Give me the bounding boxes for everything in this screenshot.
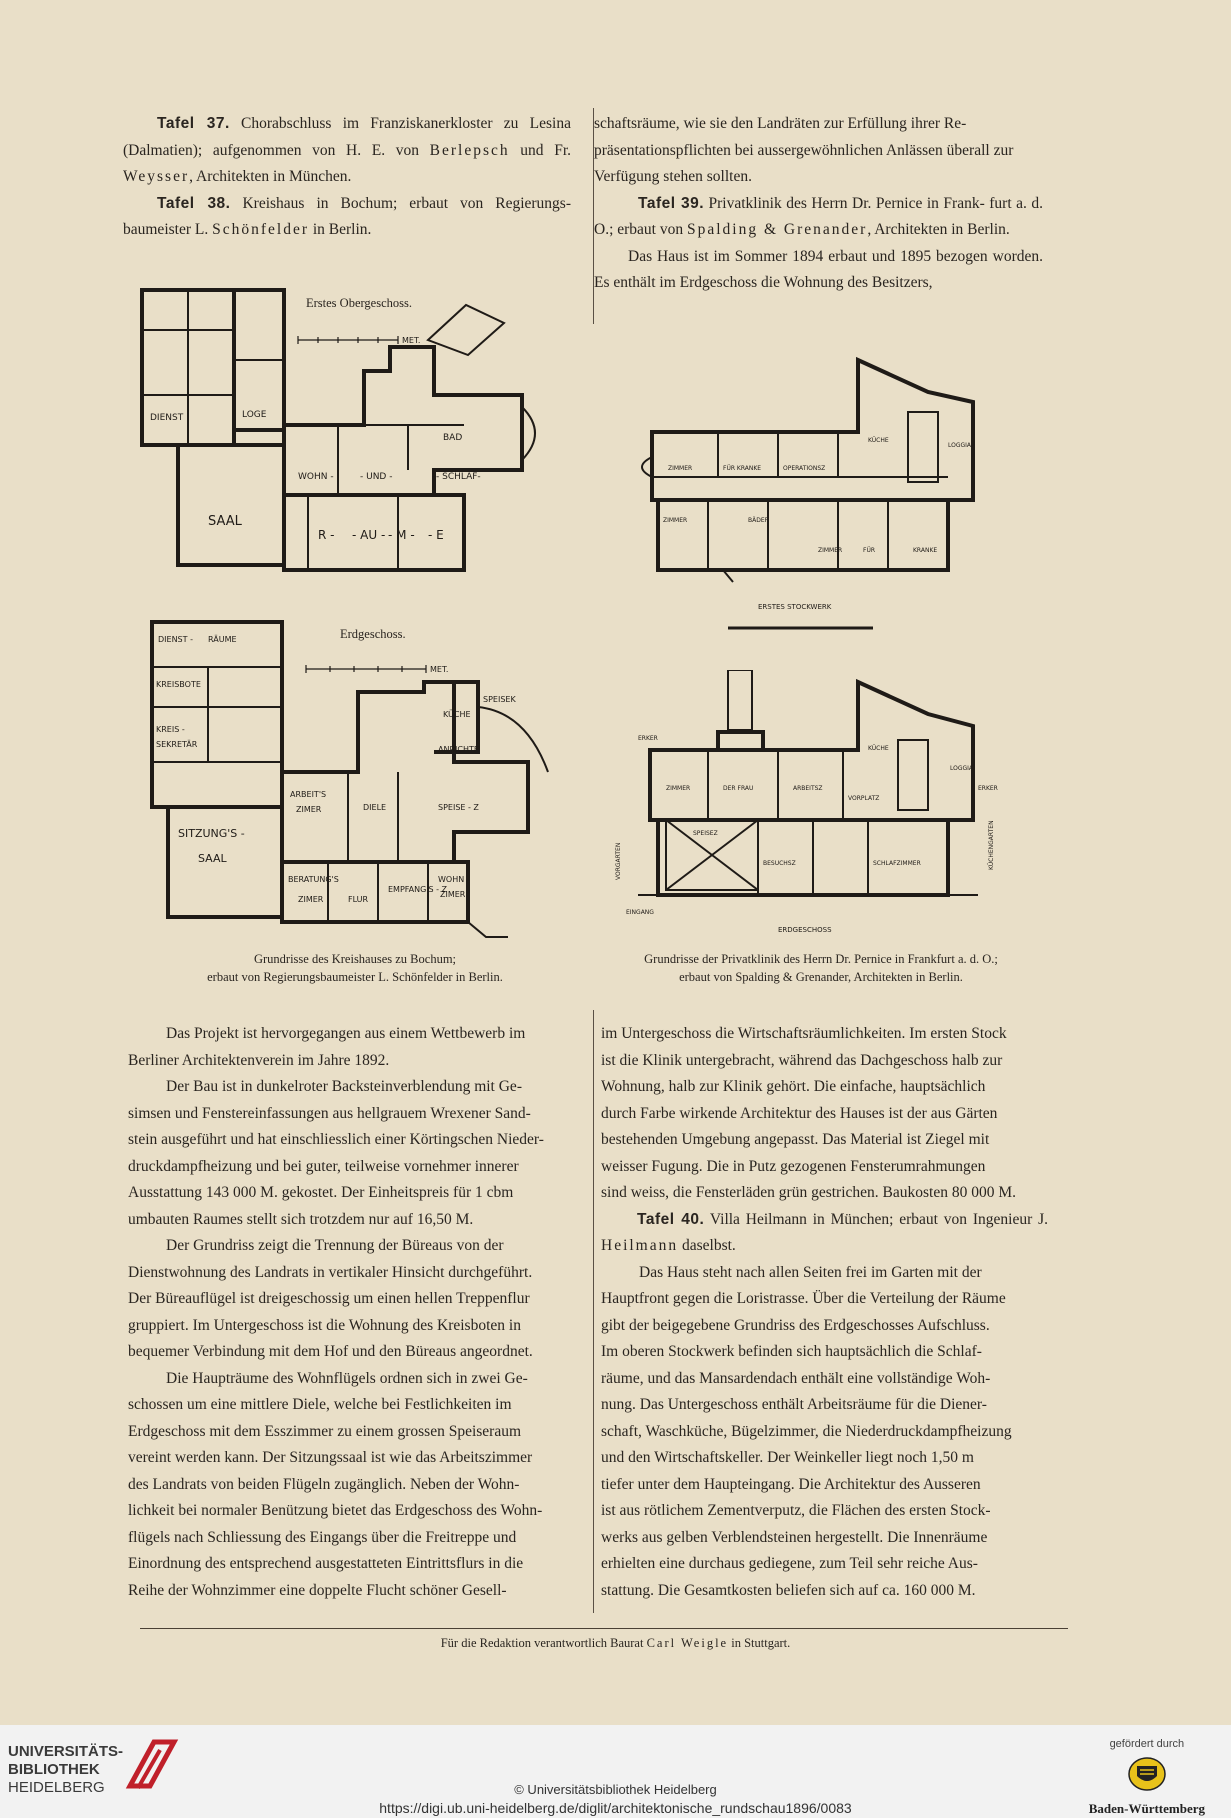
caption-left <box>150 950 560 986</box>
right-top-line: schaftsräume, wie sie den Landräten zur Erfüllung ihrer Re- <box>594 115 967 132</box>
tafel-39-text-2a: furt a. d. O.; erbaut von <box>594 194 1044 238</box>
klinik-label-kueche-g: KÜCHE <box>868 745 889 752</box>
tafel-40-entry <box>601 1207 1048 1260</box>
klinik-label-loggia: LOGGIA <box>948 442 972 449</box>
plan-label-zimer-3: ZIMER <box>440 890 466 899</box>
text-line: durch Farbe wirkende Architektur des Hauses ist der aus Gärten <box>601 1104 998 1122</box>
text-line: stein ausgeführt und hat einschliesslich einer Körtingschen Nieder- <box>128 1131 544 1148</box>
text-line: Reihe der Wohnzimmer eine doppelte Flucht schöner Gesell- <box>128 1581 507 1599</box>
tafel-37-text-3b: Weysser <box>123 168 190 185</box>
ub-line-3: HEIDELBERG <box>8 1779 105 1796</box>
text-line: Dienstwohnung des Landrats in vertikaler Hinsicht durchgeführt. <box>128 1263 533 1281</box>
text-line: stattung. Die Gesamtkosten beliefen sich auf ca. 160 000 M. <box>601 1581 976 1599</box>
tafel-38-text-1: Kreishaus in Bochum; erbaut von Regierungs- <box>242 194 572 212</box>
tafel-39-text-3: in Berlin. <box>951 221 1010 238</box>
tafel-37-entry <box>123 111 571 191</box>
text-line: ist aus rötlichem Zementverputz, die Flächen des ersten Stock- <box>601 1502 991 1519</box>
klinik-label-zimmer-3: ZIMMER <box>663 517 688 524</box>
plan-label-schlaf: - SCHLAF- <box>436 472 481 482</box>
plan-label-anrichte: ANRICHTE <box>438 745 479 754</box>
klinik-label-loggia-g: LOGGIA <box>950 765 974 772</box>
klinik-label-speisez: SPEISEZ <box>693 830 718 837</box>
klinik-label-schlafzimmer: SCHLAFZIMMER <box>873 860 921 867</box>
footer-text-c: in Stuttgart. <box>728 1636 791 1650</box>
klinik-first-floor-plan <box>628 352 1008 642</box>
klinik-side-label-erker: ERKER <box>978 785 998 792</box>
copyright-notice: © Universitätsbibliothek Heidelberg <box>514 1782 717 1797</box>
text-line: nung. Das Untergeschoss enthält Arbeitsräume für die Diener- <box>601 1396 987 1413</box>
plan-label-kueche: KÜCHE <box>443 710 471 719</box>
kreishaus-ground-floor-plan <box>138 612 558 952</box>
right-top-p2-line2: worden. Es enthält im Erdgeschoss die Wohnung des Besitzers, <box>594 247 1044 291</box>
tafel-40-label: Tafel 40. <box>637 1210 705 1228</box>
plan-label-loge: LOGE <box>242 410 267 420</box>
plan-label-kreis: KREIS - <box>156 725 185 734</box>
text-line: flügels nach Schliessung des Eingangs über die Freitreppe und <box>128 1528 517 1546</box>
klinik-label-kranke: KRANKE <box>913 547 938 554</box>
text-line: simsen und Fenstereinfassungen aus hellgrauem Wrexener Sand- <box>128 1104 531 1122</box>
text-line: des Landrats von beiden Flügeln zugänglich. Neben der Wohn- <box>128 1475 520 1493</box>
plan-label-kreisbote: KREISBOTE <box>156 680 201 689</box>
plan-title-erstes-obergeschoss: Erstes Obergeschoss. <box>306 296 412 310</box>
text-line: werks aus gelben Verblendsteinen hergestellt. Die Innenräume <box>601 1528 988 1546</box>
text-line: Erdgeschoss mit dem Esszimmer zu einem grossen Speiseraum <box>128 1422 522 1440</box>
klinik-title-erdgeschoss: ERDGESCHOSS <box>778 926 832 934</box>
right-bottom-text <box>601 1021 1048 1604</box>
caption-left-line-2: erbaut von Regierungsbaumeister L. Schönfelder in Berlin. <box>207 970 503 984</box>
tafel-38-label: Tafel 38. <box>157 194 231 212</box>
baden-wuerttemberg-label: Baden-Württemberg <box>1088 1801 1205 1816</box>
tafel-37-text-2a: (Dalmatien); aufgenommen von H. E. von <box>123 141 430 159</box>
scale-label-upper: MET. <box>402 336 421 345</box>
tafel-38-text-2b: Schönfelder <box>212 221 309 238</box>
footer-rule <box>140 1628 1068 1629</box>
text-line: druckdampfheizung und bei guter, teilweise vornehmer innerer <box>128 1157 519 1175</box>
caption-right-line-1: Grundrisse der Privatklinik des Herrn Dr. Pernice in Frankfurt a. d. O.; <box>644 952 998 966</box>
tafel-38-text-2a: baumeister L. <box>123 221 213 238</box>
text-line: Im oberen Stockwerk befinden sich hauptsächlich die Schlaf- <box>601 1343 982 1360</box>
text-line: Das Haus steht nach allen Seiten frei im Garten mit der <box>639 1263 982 1281</box>
right-top-paragraph-2 <box>594 244 1043 297</box>
caption-right-line-2: erbaut von Spalding & Grenander, Architekten in Berlin. <box>679 970 963 984</box>
text-line: vereint werden kann. Der Sitzungssaal ist wie das Arbeitszimmer <box>128 1449 533 1466</box>
text-line: bestehenden Umgebung angepasst. Das Material ist Ziegel mit <box>601 1131 990 1148</box>
footer-text-a: Für die Redaktion verantwortlich Baurat <box>440 1636 647 1650</box>
plan-label-empfangs: EMPFANG'S - Z <box>388 885 448 894</box>
plan-label-speise: SPEISE - Z <box>438 803 479 812</box>
klinik-label-baeder: BÄDER <box>748 517 769 524</box>
tafel-39-entry <box>594 191 1043 244</box>
klinik-side-label-vorgarten: VORGARTEN <box>615 842 622 880</box>
right-top-p2-line1: Das Haus ist im Sommer 1894 erbaut und 1895 bezogen <box>628 247 988 265</box>
plan-label-e: - E <box>428 528 444 542</box>
tafel-37-text-3c: , Architekten in München. <box>189 168 352 185</box>
tafel-40-text-2a: J. <box>1038 1210 1048 1228</box>
plan-label-wohn: WOHN - <box>298 472 334 482</box>
tafel-37-text-2c: und <box>509 141 544 159</box>
klinik-label-vorplatz: VORPLATZ <box>848 795 880 802</box>
text-line: schossen um eine mittlere Diele, welche bei Festlichkeiten im <box>128 1396 512 1413</box>
klinik-label-arbeitsz: ARBEITSZ <box>793 785 823 792</box>
text-line: bequemer Verbindung mit dem Hof und den Büreaus angeordnet. <box>128 1343 533 1360</box>
permalink-url[interactable]: https://digi.ub.uni-heidelberg.de/diglit/architektonische_rundschau1896/0083 <box>379 1800 852 1816</box>
right-top-line: präsentationspflichten bei aussergewöhnlichen Anlässen überall zur <box>594 141 1014 159</box>
text-line: Der Grundriss zeigt die Trennung der Büreaus von der <box>166 1237 504 1254</box>
klinik-label-zimmer-g: ZIMMER <box>666 785 691 792</box>
klinik-label-fuer: FÜR <box>863 547 876 554</box>
klinik-label-zimmer: ZIMMER <box>668 465 693 472</box>
plan-label-m: - M - <box>388 528 415 542</box>
column-rule-bottom <box>593 1010 594 1613</box>
left-top-text <box>123 111 571 244</box>
footer-text-b: Carl Weigle <box>646 1636 729 1650</box>
text-line: erhielten eine durchaus gediegene, zum Teil sehr reiche Aus- <box>601 1555 978 1572</box>
text-line: Das Projekt ist hervorgegangen aus einem Wettbewerb im <box>166 1025 526 1042</box>
tafel-38-text-2c: in Berlin. <box>309 221 372 238</box>
text-line: Wohnung, halb zur Klinik gehört. Die einfache, hauptsächlich <box>601 1078 986 1095</box>
plan-label-r: R - <box>318 528 335 542</box>
klinik-label-zimmer-2: ZIMMER <box>818 547 843 554</box>
ub-line-1: UNIVERSITÄTS- <box>8 1743 124 1760</box>
funding-logo[interactable] <box>1089 1738 1205 1817</box>
tafel-37-text-2b: Berlepsch <box>429 141 510 159</box>
klinik-label-kueche: KÜCHE <box>868 437 889 444</box>
tafel-37-label: Tafel 37. <box>157 115 230 132</box>
plan-label-arbeits: ARBEIT'S <box>290 790 327 799</box>
plan-label-beratungs: BERATUNG'S <box>288 875 339 884</box>
plan-label-saal: SAAL <box>208 514 242 529</box>
klinik-label-fuer-kranke: FÜR KRANKE <box>723 465 762 472</box>
text-line: lichkeit bei normaler Benützung bietet das Erdgeschoss des Wohn- <box>128 1502 543 1519</box>
plan-label-zimer-2: ZIMER <box>298 895 324 904</box>
tafel-37-text-1: Chorabschluss im Franziskanerkloster zu Lesina <box>241 115 571 132</box>
tafel-40-text-2b: Heilmann <box>601 1237 679 1254</box>
kreishaus-upper-floor-plan <box>138 285 558 595</box>
editorial-footer <box>0 1636 1231 1651</box>
plan-label-sitzungs: SITZUNG'S - <box>178 827 245 840</box>
plan-label-diele: DIELE <box>363 803 387 812</box>
text-line: schaft, Waschküche, Bügelzimmer, die Niederdruckdampfheizung <box>601 1422 1012 1440</box>
plan-label-und: - UND - <box>360 472 393 482</box>
right-top-text <box>594 111 1043 297</box>
plan-label-sekretaer: SEKRETÄR <box>156 740 198 749</box>
plan-label-raeume: RÄUME <box>208 635 237 644</box>
klinik-label-erker: ERKER <box>638 735 658 742</box>
text-line: Der Bau ist in dunkelroter Backsteinverblendung mit Ge- <box>166 1078 522 1095</box>
klinik-title-erstes-stockwerk: ERSTES STOCKWERK <box>758 603 832 611</box>
text-line: tiefer unter dem Haupteingang. Die Architektur des Ausseren <box>601 1475 981 1493</box>
text-line: sind weiss, die Fensterläden grün gestrichen. Baukosten 80 000 M. <box>601 1184 1016 1201</box>
plan-label-speisek: SPEISEK <box>483 695 516 704</box>
tafel-40-text-2c: daselbst. <box>678 1237 736 1254</box>
plan-label-dienst: DIENST <box>150 413 184 423</box>
plan-label-bad: BAD <box>443 433 463 443</box>
right-top-line: Verfügung stehen sollten. <box>594 168 752 185</box>
plan-label-dienst-2: DIENST - <box>158 635 193 644</box>
tafel-40-text-1: Villa Heilmann in München; erbaut von Ingenieur <box>709 1210 1033 1228</box>
klinik-ground-floor-plan <box>598 670 1018 950</box>
text-line: gibt der beigegebene Grundriss des Erdgeschosses Aufschluss. <box>601 1316 990 1334</box>
text-line: Einordnung des entsprechend ausgestatteten Eintrittsflurs in die <box>128 1555 524 1572</box>
text-line: Berliner Architektenverein im Jahre 1892. <box>128 1051 390 1069</box>
caption-right <box>596 950 1046 986</box>
scale-label-lower: MET. <box>430 665 449 674</box>
text-line: umbauten Raumes stellt sich trotzdem nur auf 16,50 M. <box>128 1210 474 1228</box>
plan-label-wohn-2: WOHN - <box>438 875 470 884</box>
text-line: weisser Fugung. Die in Putz gezogenen Fensterumrahmungen <box>601 1157 986 1175</box>
klinik-side-label-eingang: EINGANG <box>626 909 654 916</box>
tafel-38-entry <box>123 191 571 244</box>
klinik-label-besuchsz: BESUCHSZ <box>763 860 796 867</box>
plan-title-erdgeschoss: Erdgeschoss. <box>340 627 406 641</box>
text-line: räume, und das Mansardendach enthält eine vollständige Woh- <box>601 1369 991 1387</box>
text-line: im Untergeschoss die Wirtschaftsräumlichkeiten. Im ersten Stock <box>601 1025 1007 1042</box>
ub-line-2: BIBLIOTHEK <box>8 1761 100 1778</box>
plan-label-au: - AU - <box>352 528 386 542</box>
klinik-label-der-frau: DER FRAU <box>723 785 754 792</box>
klinik-label-operationsz: OPERATIONSZ <box>783 465 826 472</box>
text-line: gruppiert. Im Untergeschoss ist die Wohnung des Kreisboten in <box>128 1316 521 1334</box>
tafel-39-text-2b: Spalding & Grenander <box>686 221 868 238</box>
baden-wuerttemberg-crest-icon <box>1127 1756 1167 1792</box>
funded-by-label: gefördert durch <box>1109 1738 1185 1750</box>
text-line: Hauptfront gegen die Loristrasse. Über die Verteilung der Räume <box>601 1290 1006 1307</box>
tafel-39-text-1: Privatklinik des Herrn Dr. Pernice in Frank- <box>708 194 985 212</box>
tafel-37-text-3a: Fr. <box>554 141 572 159</box>
plan-label-flur: FLUR <box>348 895 369 904</box>
tafel-39-label: Tafel 39. <box>638 194 705 212</box>
text-line: und den Wirtschaftskeller. Der Weinkeller liegt noch 1,50 m <box>601 1449 974 1466</box>
text-line: Ausstattung 143 000 M. gekostet. Der Einheitspreis für 1 cbm <box>128 1184 514 1201</box>
klinik-side-label-kuechengarten: KÜCHENGARTEN <box>988 820 995 870</box>
text-line: Die Haupträume des Wohnflügels ordnen sich in zwei Ge- <box>166 1369 528 1387</box>
plan-label-zimer-1: ZIMER <box>296 805 322 814</box>
caption-left-line-1: Grundrisse des Kreishauses zu Bochum; <box>253 952 457 966</box>
plan-label-saal-2: SAAL <box>198 852 227 865</box>
text-line: ist die Klinik untergebracht, während das Dachgeschoss halb zur <box>601 1051 1003 1069</box>
left-bottom-text <box>128 1021 579 1604</box>
tafel-39-text-2c: , Architekten <box>867 221 948 238</box>
text-line: Der Büreauflügel ist dreigeschossig um einen hellen Treppenflur <box>128 1290 530 1307</box>
